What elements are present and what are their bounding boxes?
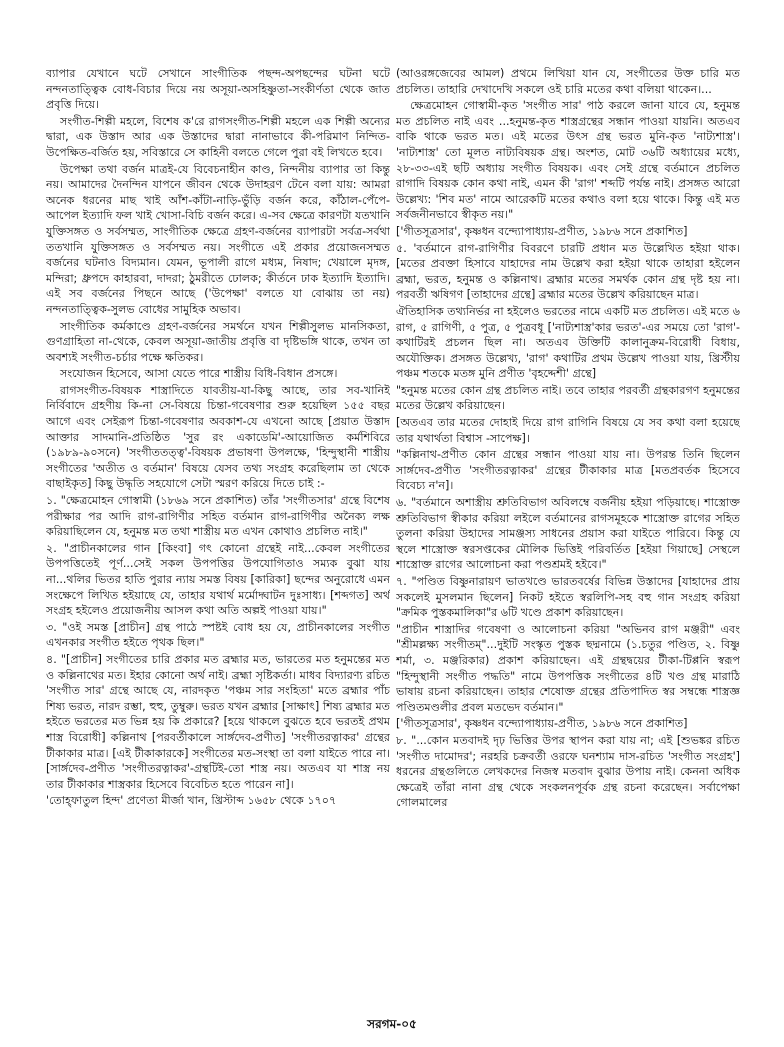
paragraph: "হনুমন্ত মতের কোন গ্রন্থ প্রচলিত নাই। তবে তাহার পরবর্তী গ্রন্থকারগণ হনুমন্তের মতের উল্লেখ করিয়াছেন। [396, 383, 740, 413]
paragraph: ৭. "পণ্ডিত বিষ্ণুনারায়ণ ভাতখণ্ডে ভারতবর্ষের বিভিন্ন উস্তাদের [যাহাদের প্রায় সকলেই মুসলমান ছিলেন] নিকট হইতে স্বরলিপি-সহ বহু গান সংগ্রহ করিয়া "ক্রমিক পুস্তকমালিকা"র ৬টি খণ্ডে প্রকাশ করিয়াছেন। [396, 575, 740, 620]
paragraph: রাগসংগীত-বিষয়ক শাস্ত্রাদিতে যাবতীয়-যা-কিছু আছে, তার সব-খানিই নির্বিবাদে গ্রহণীয় কি-না সে-বিষয়ে চিন্তা-গবেষণার শুরু হয়েছিল ১৫৫ বছর আগে এবং সেইরূপ চিন্তা-গবেষণার অবকাশ-যে এখনো আছে [প্রয়াত উস্তাদ আক্তার সাদমানি-প্রতিষ্ঠিত 'সুর রং একাডেমি'-আয়োজিত কর্মশিবিরে (১৯৮৯-৯০সনে) 'সংগীততত্ত্ব'-বিষয়ক প্রভাষণা উপলক্ষে, 'হিন্দুস্থানী শাস্ত্রীয় সংগীতের 'অতীত ও বর্তমান' বিষয়ে যেসব তথ্য সংগ্রহ করেছিলাম তা থেকে বাছাইকৃত] কিছু উদ্ধৃতি সহযোগে সেটা স্মরণ করিয়ে দিতে চাই :- [46, 383, 390, 491]
paragraph: ৬. "বর্তমানে অশাস্ত্রীয় শ্রুতিবিভাগ অবিলম্বে বর্জনীয় হইয়া পড়িয়াছে। শাস্ত্রোক্ত শ্রুতিবিভাগ স্বীকার করিয়া লইলে বর্তমানের রাগসমূহকে শাস্ত্রোক্ত রাগের সহিত তুলনা করিয়া উহাদের সামঞ্জস্য সাধনের প্রয়াস করা যাইতে পারিবে। কিন্তু যে স্থলে শাস্ত্রোক্ত স্বরসপ্তকের মৌলিক ভিত্তিই পরিবর্তিত [হইয়া গিয়াছে] সেস্থলে শাস্ত্রোক্ত রাগের আলোচনা করা পণ্ডশ্রমই হইবে।" [396, 496, 740, 572]
paragraph: ২. "প্রাচীনকালের গান [কিংবা] গৎ কোনো গ্রন্থেই নাই...কেবল সংগীতের উপপত্তিতেই পূর্ণ...সেই সকল উপপত্তির উপযোগিতাও সম্যক বুঝা যায় না...থলির ভিতর হাতি পুরার ন্যায় সমস্ত বিষয় [কারিকা] ছন্দের অনুরোধে এমন সংক্ষেপে লিখিত হইয়াছে যে, তাহার যথার্থ মর্মোদ্ঘাটন দুঃসাধ্য। [শব্দগত] অর্থ সংগ্রহ হইলেও প্রয়োজনীয় আসল কথা অতি অল্পই পাওয়া যায়।" [46, 541, 390, 618]
paragraph: "কল্লিনাথ-প্রণীত কোন গ্রন্থের সন্ধান পাওয়া যায় না। উপরন্ত তিনি ছিলেন সার্ঙ্গদেব-প্রণীত 'সংগীতরত্নাকর' গ্রন্থের টীকাকার মাত্র [মতপ্রবর্তক হিসেবে বিবেচ্য ন'ন]। [396, 448, 740, 493]
left-text-column [46, 66, 390, 1006]
paragraph: "প্রাচীন শাস্ত্রাদির গবেষণা ও আলোচনা করিয়া "অভিনব রাগ মঞ্জরী" এবং "শ্রীমল্লক্ষ্য সংগীতম্"...দুইটি সংস্কৃত পুস্তক ছদ্মনামে (১.চতুর পণ্ডিত, ২. বিষ্ণু শর্মা, ৩. মঞ্জরিকার) প্রকাশ করিয়াছেন। এই গ্রন্থদ্বয়ের টীকা-টিপ্পনি স্বরূপ "হিন্দুস্থানী সংগীত পদ্ধতি" নামে উপপত্তিক সংগীতের ৪টি খণ্ড গ্রন্থ মারাঠি ভাষায় রচনা করিয়াছেন। তাহার শেষোক্ত গ্রন্থের প্রতিপাদিত স্বর সম্বন্ধে শাস্ত্রজ্ঞ পণ্ডিতমণ্ডলীর প্রবল মতভেদ বর্তমান।" [396, 622, 740, 714]
paragraph: ['গীতসূত্রসার', কৃষ্ণধন বন্দ্যোপাধ্যায়-প্রণীত, ১৯৮৬ সনে প্রকাশিত] [396, 717, 688, 731]
paragraph: ['গীতসূত্রসার', কৃষ্ণধন বন্দ্যোপাধ্যায়-প্রণীত, ১৯৮৬ সনে প্রকাশিত] [396, 224, 688, 238]
paragraph: সংযোজন হিসেবে, আসা যেতে পারে শাস্ত্রীয় বিধি-বিধান প্রসঙ্গে। [60, 367, 338, 381]
paragraph: ক্ষেত্রমোহন গোস্বামী-কৃত 'সংগীত সার' পাঠ করলে জানা যাবে যে, হনুমন্ত মত প্রচলিত নাই এবং ...হনুমন্ত-কৃত শাস্ত্রগ্রন্থের সন্ধান পাওয়া যায়নি। অতএব বাকি থাকে ভরত মত। এই মতের উৎস গ্রন্থ ভরত মুনি-কৃত 'নাট্যশাস্ত্র'। 'নাট্যশাস্ত্র' তো মূলত নাট্যবিষয়ক গ্রন্থ। অংশত, মোট ৩৬টি অধ্যায়ের মধ্যে, ২৮-৩৩-এই ছটি অধ্যায় সংগীত বিষয়ক। এবং সেই গ্রন্থে বর্তমানে প্রচলিত রাগাদি বিষয়ক কোন কথা নাই, এমন কী 'রাগ' শব্দটি পর্যন্ত নাই। প্রসঙ্গত আরো উল্লেখ্য: 'শিব মত' নামে আরেকটি মতের কথাও বলা হয়ে থাকে। কিন্তু এই মত সর্বজনীনভাবে স্বীকৃত নয়।" [396, 99, 740, 222]
paragraph: ৫. 'বর্তমানে রাগ-রাগিণীর বিবরণে চারটি প্রধান মত উল্লেখিত হইয়া থাক।[মতের প্রবক্তা হিসাবে যাহাদের নাম উল্লেখ করা হইয়া থাকে তাহারা হইলেন ব্রহ্মা, ভরত, হনুমন্ত ও কল্লিনাথ। ব্রহ্মার মতের সমর্থক কোন গ্রন্থ দৃষ্ট হয় না। পরবর্তী ঋষিগণ [তাহাদের গ্রন্থে] ব্রহ্মার মতের উল্লেখ করিয়াছেন মাত্র। [396, 241, 740, 302]
paragraph: সংগীত-শিল্পী মহলে, বিশেষ ক'রে রাগসংগীত-শিল্পী মহলে এক শিল্পী অন্যের দ্বারা, এক উস্তাদ আর এক উস্তাদের দ্বারা নানাভাবে কী-পরিমাণ নিন্দিত-উপেক্ষিত-বর্জিত হয়, সবিস্তারে সে কাহিনী বলতে গেলে পুরা বই লিখতে হবে। [46, 114, 390, 159]
paragraph: উপেক্ষা তথা বর্জন মাত্রই-যে বিবেচনাহীন কাণ্ড, নিন্দনীয় ব্যাপার তা কিন্তু নয়। আমাদের দৈনন্দিন যাপনে জীবন থেকে উদাহরণ টেনে বলা যায়: আমরা অনেক ধরনের মাছ খাই আঁশ-কাঁটা-নাড়ি-ভুঁড়ি বর্জন করে, কাঁঠাল-পেঁপে-আপেল ইত্যাদি ফল খাই খোসা-বিচি বর্জন করে। এ-সব ক্ষেত্রে কারণটা যতখানি যুক্তিসঙ্গত ও সর্বসম্মত, সাংগীতিক ক্ষেত্রে গ্রহণ-বর্জনের ব্যাপারটা সর্বত্র-সর্বথা ততখানি যুক্তিসঙ্গত ও সর্বসম্মত নয়। সংগীতে এই প্রকার প্রয়োজনসম্মত বর্জনের ঘটনাও বিদ্যমান। যেমন, ভূপালী রাগে মধ্যম, নিষাদ; খেয়ালে মৃদঙ্গ, মন্দিরা; ধ্রুপদে কাহারবা, দাদরা; ঠুমরীতে ঢোলক; কীর্তনে ঢাক ইত্যাদি ইত্যাদি। এই সব বর্জনের পিছনে আছে ('উপেক্ষা' বলতে যা বোঝায় তা নয়) নন্দনতাত্ত্বিক-সুলভ বোধের সামুহিক অভাব। [46, 162, 390, 316]
paragraph: ১. "ক্ষেত্রমোহন গোস্বামী (১৮৬৯ সনে প্রকাশিত) তাঁর 'সংগীতসার' গ্রন্থে বিশেষ পরীক্ষার পর আদি রাগ-রাগিণীর সহিত বর্তমান রাগ-রাগিণীর অনৈক্য লক্ষ করিয়াছিলেন যে, হনুমন্ত মত তথা শাস্ত্রীয় মত এখন কোথাও প্রচলিত নাই।" [46, 494, 390, 539]
paragraph: ৩. "ওই সমস্ত [প্রাচীন] গ্রন্থ পাঠে স্পষ্টই বোধ হয় যে, প্রাচীনকালের সংগীত এখনকার সংগীত হইতে পৃথক ছিল।" [46, 620, 390, 650]
paragraph: 'তোহ্‌ফাতুল হিন্দ' প্রণেতা মীর্জা খান, খ্রিস্টাব্দ ১৬৫৮ থেকে ১৭০৭ [46, 794, 337, 808]
paragraph: [অতএব তার মতের দোহাই দিয়ে রাগ রাগিনি বিষয়ে যে সব কথা বলা হয়েছে তার যথার্থতা বিশ্বাস -সাপেক্ষ]। [396, 416, 740, 445]
paragraph: ব্যাপার যেখানে ঘটে সেখানে সাংগীতিক পছন্দ-অপছন্দের ঘটনা ঘটে নন্দনতাত্ত্বিক বোধ-বিচার দিয়ে নয় অসূয়া-অসহিষ্ণুতা-সংকীর্ণতা থেকে জাত প্রবৃত্তি দিয়ে। [46, 67, 390, 112]
paragraph: ৮. "...কোন মতবাদই দৃঢ় ভিত্তির উপর স্থাপন করা যায় না; এই [শুভঙ্কর রচিত 'সংগীত দামোদর'; নরহরি চক্রবর্তী ওরফে ঘনশ্যাম দাস-রচিত 'সংগীত সংগ্রহ'] ধরনের গ্রন্থগুলিতে লেখকদের নিজস্ব মতবাদ বুঝার উপায় নাই। কেননা অধিক ক্ষেত্রেই তাঁরা নানা গ্রন্থ থেকে সংকলনপূর্বক গ্রন্থ রচনা করেছেন। সর্বাপেক্ষা গোলমালের [396, 733, 740, 810]
paragraph: ঐতিহাসিক তথ্যনির্ভর না হইলেও ভরতের নামে একটি মত প্রচলিত। এই মতে ৬ রাগ, ৫ রাগিণী, ৫ পুত্র, ৫ পুত্রবধূ ['নাট্যশাস্ত্র'কার ভরত'-এর সময়ে তো 'রাগ'-কথাটিরই প্রচলন ছিল না। অতএব উক্তিটি কালানুক্রম-বিরোধী বিধায়, অযৌক্তিক। প্রসঙ্গত উল্লেখ্য, 'রাগ' কথাটির প্রথম উল্লেখ পাওয়া যায়, খ্রিস্টীয় পঞ্চম শতকে মতঙ্গ মুনি প্রণীত 'বৃহদ্দেশী' গ্রন্থে] [396, 304, 740, 381]
page-folio: সরগম-০৫ [367, 1017, 417, 1031]
paragraph: সাংগীতিক কর্মকাণ্ডে গ্রহণ-বর্জনের সমর্থনে যখন শিল্পীসুলভ মানসিকতা, গুণগ্রাহিতা না-থেকে, কেবল অসূয়া-জাতীয় প্রবৃত্তি বা দৃষ্টিভঙ্গি থাকে, তখন তা অবশ্যই সংগীত-চর্চার পক্ষে ক্ষতিকর। [46, 319, 390, 364]
paragraph: ৪. "[প্রাচীন] সংগীতের চারি প্রকার মত ব্রহ্মার মত, ভারতের মত হনুমন্তের মত ও কল্লিনাথের মত। ইহার কোনো অর্থ নাই। ব্রহ্মা সৃষ্টিকর্তা। মাধব বিদ্যারণ্য রচিত 'সংগীত সার' গ্রন্থে আছে যে, নারদকৃত 'পঞ্চম সার সংহিতা' মতে ব্রহ্মার পাঁচ শিষ্য ভরত, নারদ রম্ভা, হুহু, তুম্বুরু। ভরত যখন ব্রহ্মার [সাক্ষাৎ] শিষ্য ব্রহ্মার মত হইতে ভরতের মত ভিন্ন হয় কি প্রকারে? [হয়ে থাকলে বুঝতে হবে ভরতই প্রথম শাস্ত্র বিরোধী] কল্লিনাথ [পরবর্তীকালে সার্ঙ্গদেব-প্রণীত] 'সংগীতরত্নাকর' গ্রন্থের টীকাকার মাত্র। [এই টীকাকারকে] সংগীতের মত-সংস্থা তা বলা যাইতে পারে না। [সার্ঙ্গদেব-প্রণীত 'সংগীতরত্নাকর'-গ্রন্থটিই-তো শাস্ত্র নয়। অতএব যা শাস্ত্র নয় তার টীকাকার শাস্ত্রকার হিসেবে বিবেচিত হতে পারেন না]। [46, 652, 390, 791]
paragraph: (আওরঙ্গজেবের আমল) প্রথমে লিখিয়া যান যে, সংগীতের উক্ত চারি মত প্রচলিত। তাহারি দেখাদেখি সকলে ওই চারি মতের কথা বলিয়া থাকেন।... [396, 67, 740, 96]
right-text-column [396, 66, 740, 1006]
